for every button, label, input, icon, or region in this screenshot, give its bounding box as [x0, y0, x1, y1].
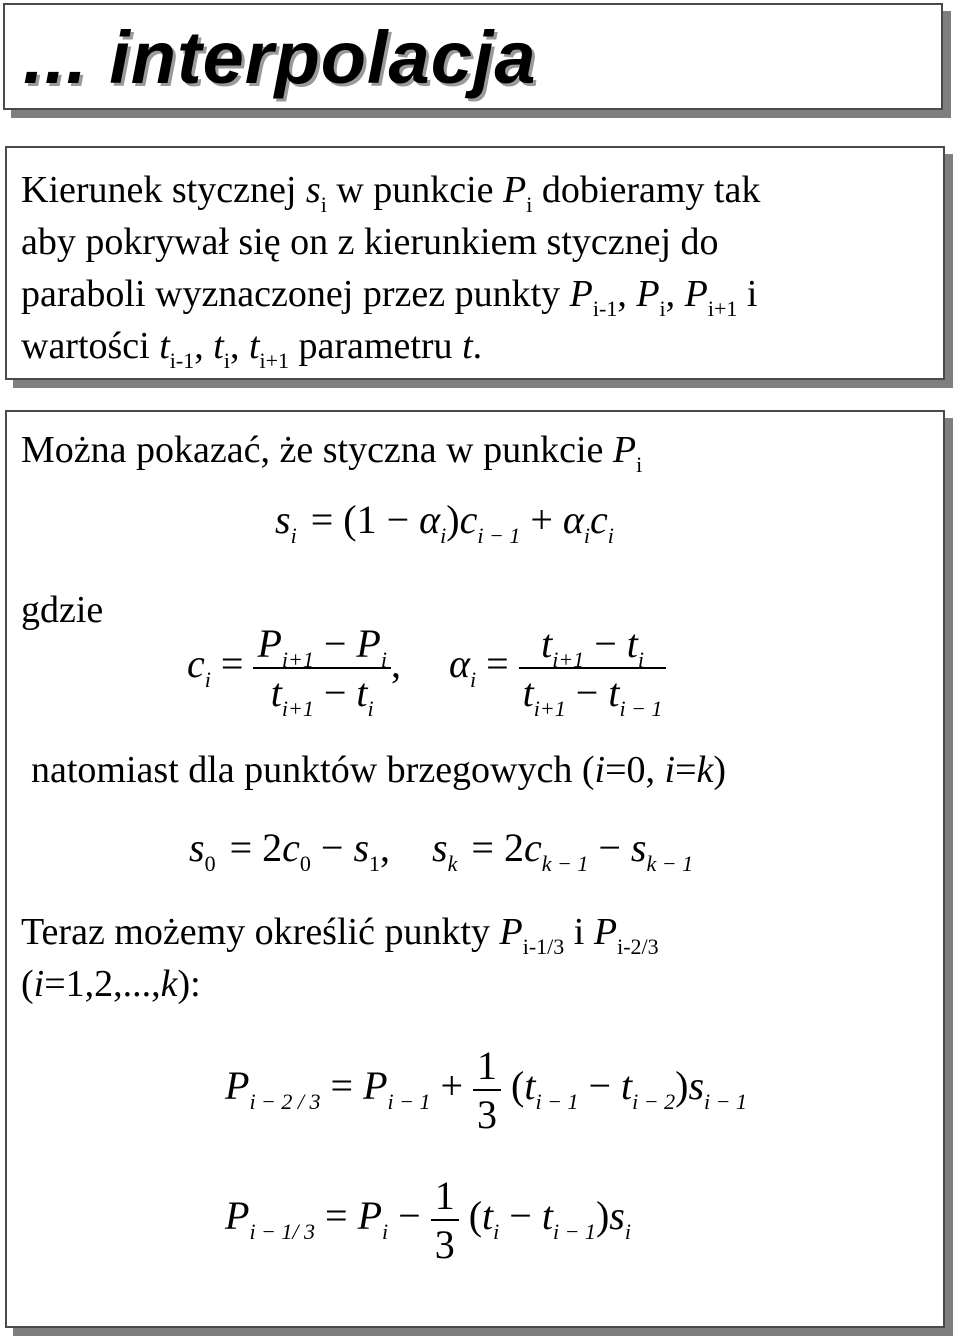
equation-c-alpha: $c_i$ = $\frac{P_{i+1} - P_i}{t_{i+1} - t_i}$ , $\alpha_i$ = $\frac{t_{i+1} - t_i}{t_{i+1} - t_{i - 1}}$ [187, 620, 666, 716]
fraction-alpha: $\frac{t_{i+1} - t_i}{t_{i+1} - t_{i - 1}}$ [519, 620, 667, 716]
main-line-3: Teraz możemy określić punkty $P_{i-1/3}$ i $P_{i-2/3}$ [21, 911, 659, 959]
main-line-2: natomiast dla punktów brzegowych (i=0, i=k) [31, 749, 727, 791]
intro-box [5, 146, 945, 380]
gdzie-label: gdzie [21, 589, 104, 631]
intro-line-3: paraboli wyznaczonej przez punkty $P_{i-1}$, $P_i$, $P_{i+1}$ i [21, 273, 758, 321]
intro-line-1: Kierunek stycznej $s_i$ w punkcie $P_i$ dobieramy tak [21, 169, 761, 217]
intro-line-4: wartości $t_{i-1}$, $t_i$, $t_{i+1}$ parametru t. [21, 325, 483, 373]
main-line-1: Można pokazać, że styczna w punkcie $P_i$ [21, 429, 643, 477]
slide-title: ... interpolacja [23, 16, 537, 99]
main-box [5, 410, 945, 1328]
title-box [3, 3, 943, 110]
equation-p-1-3: $P_{i - 1/ 3} = P_i$ − $\frac{1}{3}$ $(t_i - t_{i - 1})s_i$ [225, 1173, 631, 1267]
equation-p-2-3: $P_{i - 2 / 3} = P_{i - 1}$ + $\frac{1}{3}$ $(t_{i - 1} - t_{i - 2})s_{i - 1}$ [225, 1043, 747, 1137]
intro-line-2: aby pokrywał się on z kierunkiem stycznej do [21, 221, 719, 263]
fraction-c: $\frac{P_{i+1} - P_i}{t_{i+1} - t_i}$ [253, 620, 391, 716]
equation-boundary: $s_0 = 2c_0 - s_1$, $s_k = 2c_{k - 1} - s_{k - 1}$ [189, 825, 694, 876]
fraction-one-third: $\frac{1}{3}$ [473, 1042, 501, 1138]
equation-tangent: $s_i = (1 - \alpha_i)c_{i - 1} + \alpha_ic_i$ [275, 497, 614, 548]
main-line-4: (i=1,2,...,k): [21, 963, 201, 1005]
fraction-one-third: $\frac{1}{3}$ [431, 1172, 459, 1268]
